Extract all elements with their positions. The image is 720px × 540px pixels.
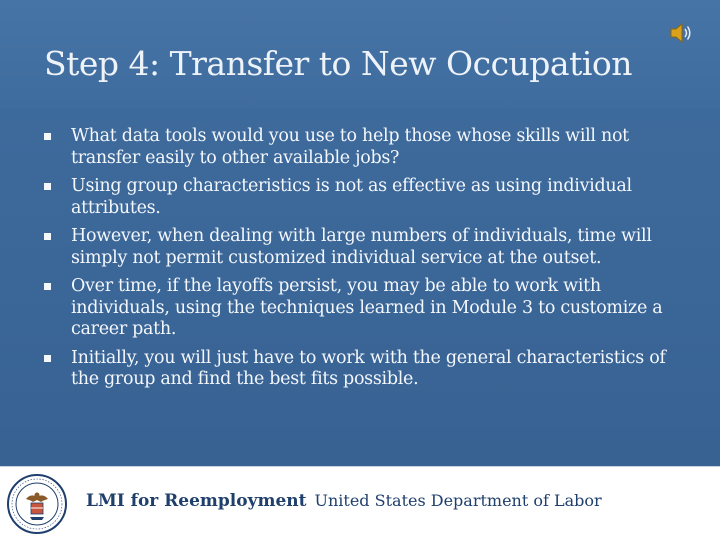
footer-brand: LMI for Reemployment	[86, 491, 307, 511]
bullet-text: Over time, if the layoffs persist, you may be able to work with individuals, using the techniques learned in Module 3 to customize a career path.	[71, 276, 663, 339]
slide-title: Step 4: Transfer to New Occupation	[44, 44, 633, 83]
bullet-item	[44, 126, 674, 169]
square-bullet-icon	[44, 133, 51, 140]
bullet-item	[44, 176, 674, 219]
square-bullet-icon	[44, 183, 51, 190]
bullet-text: What data tools would you use to help those whose skills will not transfer easily to other available jobs?	[71, 126, 629, 168]
bullet-item	[44, 276, 674, 341]
bullet-text: Initially, you will just have to work with the general characteristics of the group and find the best fits possible.	[71, 347, 666, 389]
bullet-text: However, when dealing with large numbers of individuals, time will simply not permit customized individual service at the outset.	[71, 226, 652, 268]
bullet-text: Using group characteristics is not as effective as using individual attributes.	[71, 176, 632, 218]
bullet-item	[44, 348, 674, 391]
footer	[0, 466, 720, 540]
square-bullet-icon	[44, 233, 51, 240]
bullet-item	[44, 226, 674, 269]
square-bullet-icon	[44, 283, 51, 290]
footer-text	[86, 491, 602, 511]
bullet-list	[44, 126, 674, 398]
speaker-icon[interactable]	[668, 20, 694, 46]
department-of-labor-seal-icon	[6, 473, 68, 535]
footer-department: United States Department of Labor	[314, 491, 602, 510]
square-bullet-icon	[44, 355, 51, 362]
